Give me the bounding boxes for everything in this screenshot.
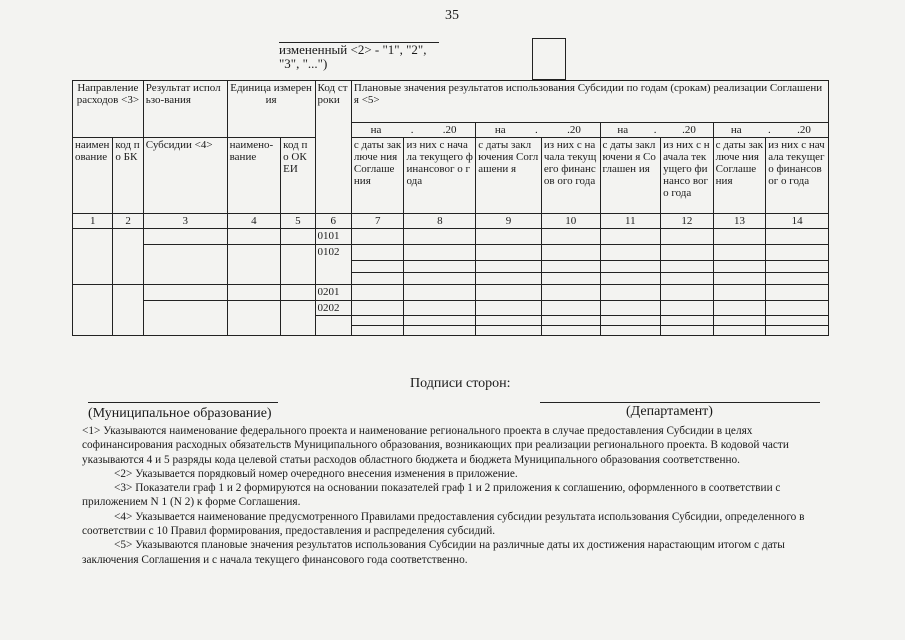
header-result: Результат использо-вания [143, 81, 227, 138]
col-num: 3 [143, 214, 227, 229]
year-header-2: на . .20 [476, 123, 600, 138]
col-num: 4 [227, 214, 281, 229]
header-planned-values: Плановые значения результатов использования Субсидии по годам (срокам) реализации Соглашения <5> [351, 81, 828, 123]
changed-label: измененный <2> - "1", "2", "3", "...") [279, 42, 439, 71]
year-header-4: на . .20 [713, 123, 828, 138]
col-num: 10 [541, 214, 600, 229]
col-num: 2 [113, 214, 143, 229]
col-num: 13 [713, 214, 766, 229]
col-num: 11 [600, 214, 661, 229]
page-number: 35 [445, 8, 459, 23]
change-number-box [532, 38, 566, 80]
header-code: Код строки [315, 81, 351, 214]
footnote-5: <5> Указываются плановые значения результатов использования Субсидии на различные даты их достижения нарастающим итогом с даты заключения Соглашения и с начала текущего финансового года соответственно. [82, 539, 785, 566]
col-num: 12 [661, 214, 714, 229]
col-num: 9 [476, 214, 542, 229]
header-subsidy: Субсидии <4> [143, 138, 227, 214]
signature-line-left [88, 402, 278, 403]
footnote-2: <2> Указывается порядковый номер очередного внесения изменения в приложение. [114, 467, 518, 480]
table-row [73, 229, 829, 245]
header-unit: Единица измерения [227, 81, 315, 138]
header-direction: Направление расходов <3> [73, 81, 144, 138]
header-okei: код по ОКЕИ [281, 138, 315, 214]
column-number-row [73, 214, 829, 229]
row-code: 0202 [315, 301, 351, 316]
col-num: 7 [351, 214, 404, 229]
footnote-1: <1> Указываются наименование федерального проекта и наименование регионального проекта в случае предоставления Субсидии в целях софинансирования расходных обязательств Муниципального образования, возникающих при реализации регионального проекта. В кодовой части указываются 4 и 5 разряды кода целевой статьи расходов областного бюджета и бюджета Муниципального образования соответственно. [82, 425, 789, 466]
signatures-title: Подписи сторон: [410, 376, 511, 391]
header-col-12: из них с начала текущего финансо вого года [661, 138, 714, 214]
col-num: 6 [315, 214, 351, 229]
header-col-13: с даты заключе ния Соглаше ния [713, 138, 766, 214]
header-col-10: из них с начала текущего финансов ого года [541, 138, 600, 214]
row-code: 0102 [315, 245, 351, 285]
footnotes [82, 424, 842, 567]
footnote-4: <4> Указывается наименование предусмотренного Правилами предоставления субсидии результата использования Субсидии, определенного в соответствии с 10 Правил формирования, предоставления и распределения субсидий. [82, 510, 805, 538]
header-col-11: с даты заключени я Соглашен ия [600, 138, 661, 214]
header-col-7: с даты заключе ния Соглаше ния [351, 138, 404, 214]
signature-municipality: (Муниципальное образование) [88, 406, 272, 421]
header-col-9: с даты заключения Соглашени я [476, 138, 542, 214]
header-unit-name: наимено-вание [227, 138, 281, 214]
signature-department: (Департамент) [626, 404, 713, 419]
table-row [73, 285, 829, 301]
header-bk-code: код по БК [113, 138, 143, 214]
signature-line-right [540, 402, 820, 403]
header-col-14: из них с начала текущего финансовог о года [766, 138, 829, 214]
table-row [73, 245, 829, 261]
subsidy-results-table [72, 80, 829, 336]
col-num: 1 [73, 214, 113, 229]
footnote-3: <3> Показатели граф 1 и 2 формируются на основании показателей граф 1 и 2 приложения к соглашению, оформленного в соответствии с приложением N 1 (N 2) к форме Соглашения. [82, 482, 781, 509]
col-num: 5 [281, 214, 315, 229]
row-code: 0201 [315, 285, 351, 301]
header-col-8: из них с начала текущего финансовог о года [404, 138, 476, 214]
table-row [73, 301, 829, 316]
row-code: 0101 [315, 229, 351, 245]
col-num: 8 [404, 214, 476, 229]
year-header-3: на . .20 [600, 123, 713, 138]
header-name: наимен ование [73, 138, 113, 214]
year-header-1: на . .20 [351, 123, 475, 138]
col-num: 14 [766, 214, 829, 229]
